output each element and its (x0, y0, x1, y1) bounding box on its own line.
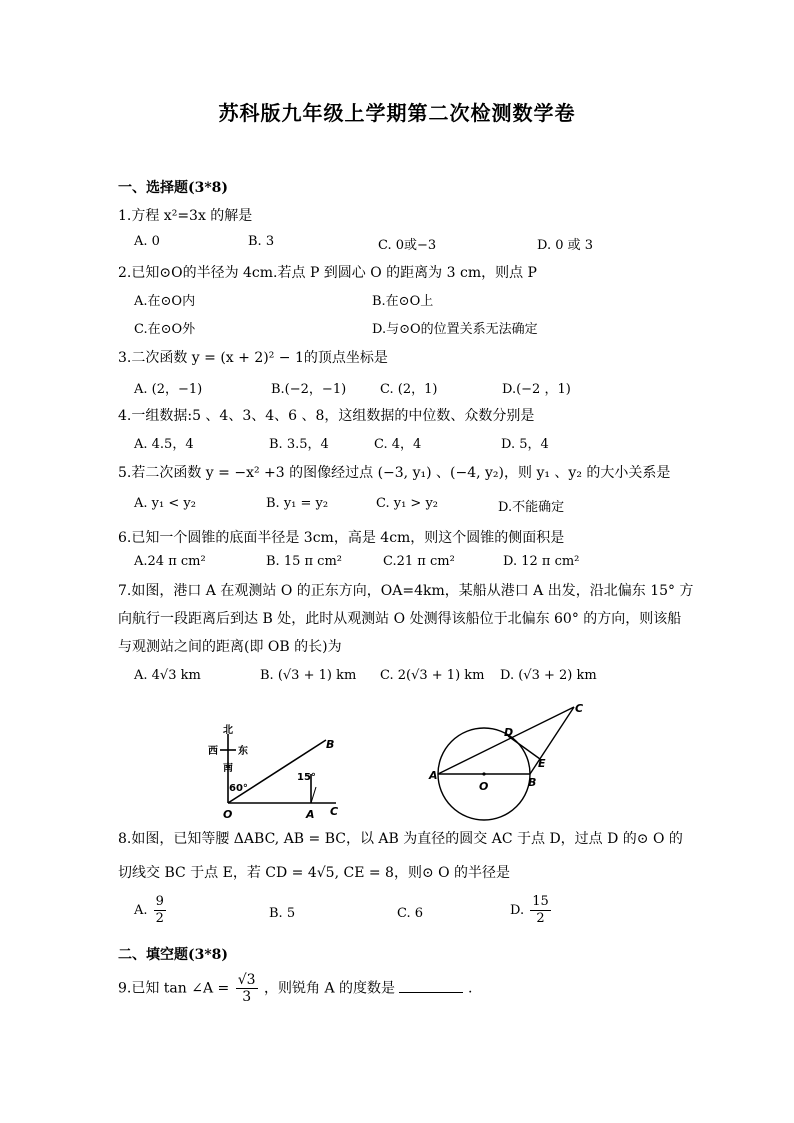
center-dot (482, 772, 485, 775)
q3-option-c: C. (2，1) (380, 382, 438, 397)
answer-blank (399, 992, 463, 993)
figure-port-observation (196, 722, 356, 822)
point-b-label: B (326, 738, 335, 751)
q1-option-a: A. 0 (134, 234, 160, 249)
question-8-line-2: 切线交 BC 于点 E，若 CD = 4√5, CE = 8，则⊙ O 的半径是 (118, 865, 511, 881)
q5-option-a: A. y₁ < y₂ (134, 496, 196, 511)
point-b-label: B (528, 776, 537, 789)
q5-option-b: B. y₁ = y₂ (266, 496, 329, 511)
q7-option-a: A. 4√3 km (134, 668, 201, 683)
question-5-stem: 5.若二次函数 y = −x² +3 的图像经过点 (−3, y₁) 、(−4, y₂)，则 y₁ 、y₂ 的大小关系是 (118, 465, 671, 481)
section-heading-fill: 二、填空题(3*8) (118, 947, 229, 963)
q2-option-a: A.在⊙O内 (134, 294, 196, 309)
q5-option-d: D.不能确定 (498, 500, 565, 515)
q7-option-b: B. (√3 + 1) km (260, 668, 357, 683)
q1-option-b: B. 3 (248, 234, 275, 249)
q5-option-c: C. y₁ > y₂ (376, 496, 439, 511)
point-e-label: E (538, 757, 546, 770)
q4-option-a: A. 4.5，4 (134, 437, 194, 452)
compass-west: 西 (208, 746, 218, 757)
question-1-stem: 1.方程 x²=3x 的解是 (118, 208, 253, 224)
point-o-label: O (479, 780, 489, 793)
point-a-label: A (306, 808, 315, 821)
question-7-line-2: 向航行一段距离后到达 B 处，此时从观测站 O 处测得该船位于北偏东 60° 的方向，则该船 (118, 611, 682, 627)
question-7-line-3: 与观测站之间的距离(即 OB 的长)为 (118, 639, 342, 655)
q8-option-c: C. 6 (397, 906, 424, 921)
q6-option-a: A.24 π cm² (134, 554, 206, 569)
angle-15-label: 15° (297, 772, 316, 783)
fraction-9-2: $\frac{9}{2}$ (155, 894, 164, 926)
q3-option-a: A. (2，−1) (134, 382, 203, 397)
point-o-label: O (223, 808, 233, 821)
q4-option-b: B. 3.5，4 (269, 437, 329, 452)
section-heading-choice: 一、选择题(3*8) (118, 180, 229, 196)
angle-60-label: 60° (229, 783, 248, 794)
compass-south: 南 (223, 763, 233, 774)
q8-option-d: D. $\frac{15}{2}$ (510, 894, 549, 926)
question-3-stem: 3.二次函数 y = (x + 2)² − 1的顶点坐标是 (118, 350, 388, 366)
q6-option-b: B. 15 π cm² (266, 554, 342, 569)
q1-option-c: C. 0或−3 (378, 238, 437, 253)
q3-option-b: B.(−2，−1) (271, 382, 347, 397)
fraction-15-2: $\frac{15}{2}$ (532, 894, 549, 926)
point-c-label: C (330, 805, 339, 818)
compass-north: 北 (223, 725, 233, 736)
q4-option-d: D. 5，4 (501, 437, 549, 452)
question-6-stem: 6.已知一个圆锥的底面半径是 3cm，高是 4cm，则这个圆锥的侧面积是 (118, 530, 565, 546)
q4-option-c: C. 4，4 (374, 437, 422, 452)
point-a-label: A (429, 769, 438, 782)
question-8-line-1: 8.如图，已知等腰 ΔABC, AB = BC，以 AB 为直径的圆交 AC 于点 D，过点 D 的⊙ O 的 (118, 831, 683, 847)
question-2-stem: 2.已知⊙O的半径为 4cm.若点 P 到圆心 O 的距离为 3 cm，则点 P (118, 265, 537, 281)
point-c-label: C (575, 702, 584, 715)
q7-option-d: D. (√3 + 2) km (500, 668, 597, 683)
q2-option-c: C.在⊙O外 (134, 322, 196, 337)
figure-circle-triangle (424, 698, 604, 823)
q6-option-c: C.21 π cm² (383, 554, 455, 569)
question-7-line-1: 7.如图，港口 A 在观测站 O 的正东方向，OA=4km，某船从港口 A 出发，沿北偏东 15° 方 (118, 583, 694, 599)
fraction-root3-3: $\frac{√3}{3}$ (237, 972, 256, 1005)
q2-option-d: D.与⊙O的位置关系无法确定 (372, 322, 538, 337)
q1-option-d: D. 0 或 3 (537, 238, 594, 253)
question-4-stem: 4.一组数据:5 、4、3、4、6 、8，这组数据的中位数、众数分别是 (118, 408, 535, 424)
point-d-label: D (504, 726, 514, 739)
q3-option-d: D.(−2 ，1) (502, 382, 571, 397)
q6-option-d: D. 12 π cm² (503, 554, 580, 569)
q7-option-c: C. 2(√3 + 1) km (380, 668, 485, 683)
q2-option-b: B.在⊙O上 (372, 294, 434, 309)
q8-option-b: B. 5 (269, 906, 296, 921)
q8-option-a: A. $\frac{9}{2}$ (134, 894, 164, 926)
question-9: 9.已知 tan ∠A = $\frac{√3}{3}$ ，则锐角 A 的度数是 . (118, 972, 473, 1005)
compass-east: 东 (238, 746, 248, 757)
page-title: 苏科版九年级上学期第二次检测数学卷 (218, 101, 576, 125)
